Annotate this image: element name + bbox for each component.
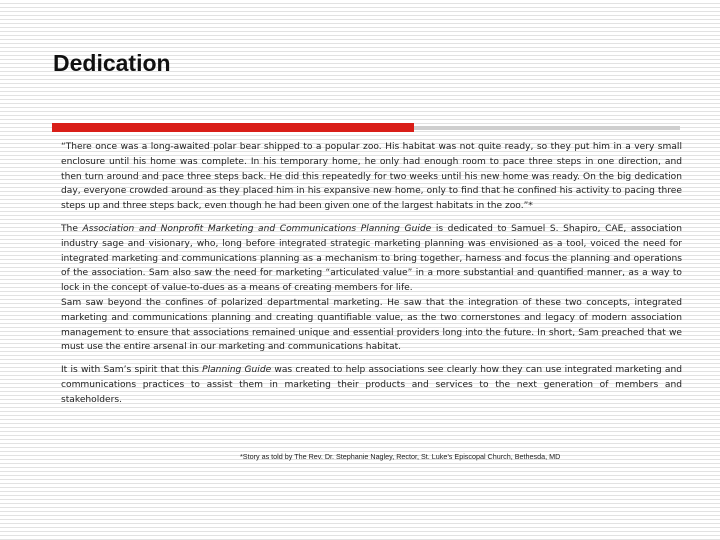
spirit-text-lead: It is with Sam’s spirit that this [61, 365, 203, 376]
title-underline-track [414, 126, 680, 130]
dedication-paragraph [61, 222, 682, 296]
spirit-paragraph [61, 363, 682, 407]
title-underline-accent [52, 123, 414, 132]
slide-title: Dedication [53, 50, 171, 76]
title-underline-bar [52, 123, 680, 132]
guide-title-italic: Association and Nonprofit Marketing and Communications Planning Guide [82, 223, 432, 234]
vision-paragraph: Sam saw beyond the confines of polarized departmental marketing. He saw that the integration of these two concepts, integrated marketing and communications planning and creating quantifiable value, as the two cornerstones and legacy of modern association management to ensure that associations remained unique and essential providers long into the future. In short, Sam preached that we must use the entire arsenal in our marketing and communications habitat. [61, 297, 682, 353]
planning-guide-italic: Planning Guide [202, 365, 272, 376]
polar-bear-story-paragraph: “There once was a long-awaited polar bear shipped to a popular zoo. His habitat was not quite ready, so they put him in a very small enclosure until his home was complete. In his temporary home, he only had enough room to pace three steps in one direction, and then turn around and pace three steps back. He did this repeatedly for two weeks until his new home was ready. On the big dedication day, everyone crowded around as they placed him in his expansive new home, only to find that he confined his activity to pacing three steps up and three steps back, even though he had been given one of the largest habitats in the zoo.”* [61, 142, 682, 212]
dedication-text-body: is dedicated to Samuel S. Shapiro, CAE, association industry sage and visionary, who, long before integrated strategic marketing planning was envisioned as a tool, voiced the need for integrated marketing and communications planning as a mechanism to bring together, harness and focus the planning and operations of the association. Sam also saw the need for marketing “articulated value” in a more substantial and quantified manner, as a way to lock in the concept of value-to-dues as a means of creating members for life. [61, 223, 683, 294]
spirit-text-body: was created to help associations see clearly how they can use integrated marketing and communications practices to assist them in marketing their products and services to the next generation of members and stakeholders. [61, 365, 682, 405]
story-footnote: *Story as told by The Rev. Dr. Stephanie Nagley, Rector, St. Luke’s Episcopal Church, Bethesda, MD [240, 452, 561, 461]
dedication-body [61, 140, 682, 416]
dedication-text-lead: The [61, 223, 83, 234]
